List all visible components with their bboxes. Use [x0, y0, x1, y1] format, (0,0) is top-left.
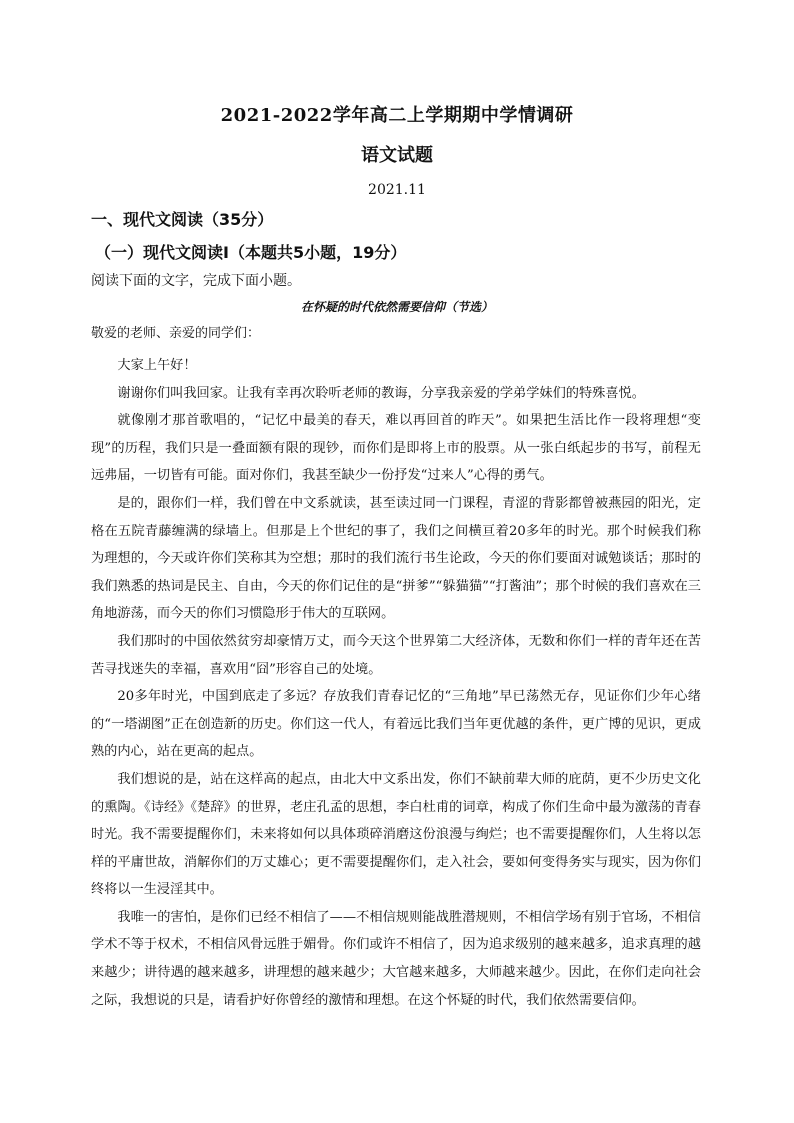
exam-date: 2021.11 — [368, 182, 426, 198]
article-paragraph: 就像刚才那首歌唱的，“记忆中最美的春天，难以再回首的昨天”。如果把生活比作一段将理想“变现”的历程，我们只是一叠面额有限的现钞，而你们是即将上市的股票。从一张白纸起步的书写，前程无远弗届，一切皆有可能。面对你们，我甚至缺少一份抒发“过来人”心得的勇气。 — [91, 413, 701, 484]
reading-instruction: 阅读下面的文字，完成下面小题。 — [91, 273, 301, 289]
exam-title: 2021-2022学年高二上学期期中学情调研 — [220, 105, 574, 126]
subsection-heading: （一）现代文阅读Ⅰ（本题共5小题，19分） — [95, 243, 407, 262]
article-salutation: 敬爱的老师、亲爱的同学们： — [91, 326, 261, 341]
article-paragraph: 大家上午好！ — [117, 358, 197, 373]
article-paragraph: 我们那时的中国依然贫穷却豪情万丈，而今天这个世界第二大经济体，无数和你们一样的青年还在苦苦寻找迷失的幸福，喜欢用“囧”形容自己的处境。 — [91, 633, 701, 677]
article-paragraph: 是的，跟你们一样，我们曾在中文系就读，甚至读过同一门课程，青涩的背影都曾被燕园的阳光，定格在五院青藤缠满的绿墙上。但那是上个世纪的事了，我们之间横亘着20多年的时光。那个时候我们称为理想的，今天或许你们笑称其为空想；那时的我们流行书生论政，今天的你们要面对诚勉谈话；那时的我们熟悉的热词是民主、自由，今天的你们记住的是“拼爹”“躲猫猫”“打酱油”；那个时候的我们喜欢在三角地游荡，而今天的你们习惯隐形于伟大的互联网。 — [91, 495, 701, 622]
article-paragraph: 20多年时光，中国到底走了多远？存放我们青春记忆的“三角地”早已荡然无存，见证你们少年心绪的“一塔湖图”正在创造新的历史。你们这一代人，有着远比我们当年更优越的条件，更广博的见识，更成熟的内心，站在更高的起点。 — [91, 689, 701, 760]
article-body — [91, 352, 701, 1014]
article-title: 在怀疑的时代依然需要信仰（节选） — [300, 300, 493, 314]
section-heading: 一、现代文阅读（35分） — [91, 210, 274, 229]
article-paragraph: 谢谢你们叫我回家。让我有幸再次聆听老师的教诲，分享我亲爱的学弟学妹们的特殊喜悦。 — [117, 385, 645, 401]
exam-subject: 语文试题 — [361, 145, 433, 166]
article-paragraph: 我唯一的害怕，是你们已经不相信了——不相信规则能战胜潜规则，不相信学场有别于官场，不相信学术不等于权术，不相信风骨远胜于媚骨。你们或许不相信了，因为追求级别的越来越多，追求真理的越来越少；讲待遇的越来越多，讲理想的越来越少；大官越来越多，大师越来越少。因此，在你们走向社会之际，我想说的只是，请看护好你曾经的激情和理想。在这个怀疑的时代，我们依然需要信仰。 — [91, 909, 701, 1008]
article-paragraph: 我们想说的是，站在这样高的起点，由北大中文系出发，你们不缺前辈大师的庇荫，更不少历史文化的熏陶。《诗经》《楚辞》的世界，老庄孔孟的思想，李白杜甫的词章，构成了你们生命中最为激荡的青春时光。我不需要提醒你们，未来将如何以具体琐碎消磨这份浪漫与绚烂；也不需要提醒你们，人生将以怎样的平庸世故，消解你们的万丈雄心；更不需要提醒你们，走入社会，要如何变得务实与现实，因为你们终将以一生浸淫其中。 — [91, 771, 701, 898]
